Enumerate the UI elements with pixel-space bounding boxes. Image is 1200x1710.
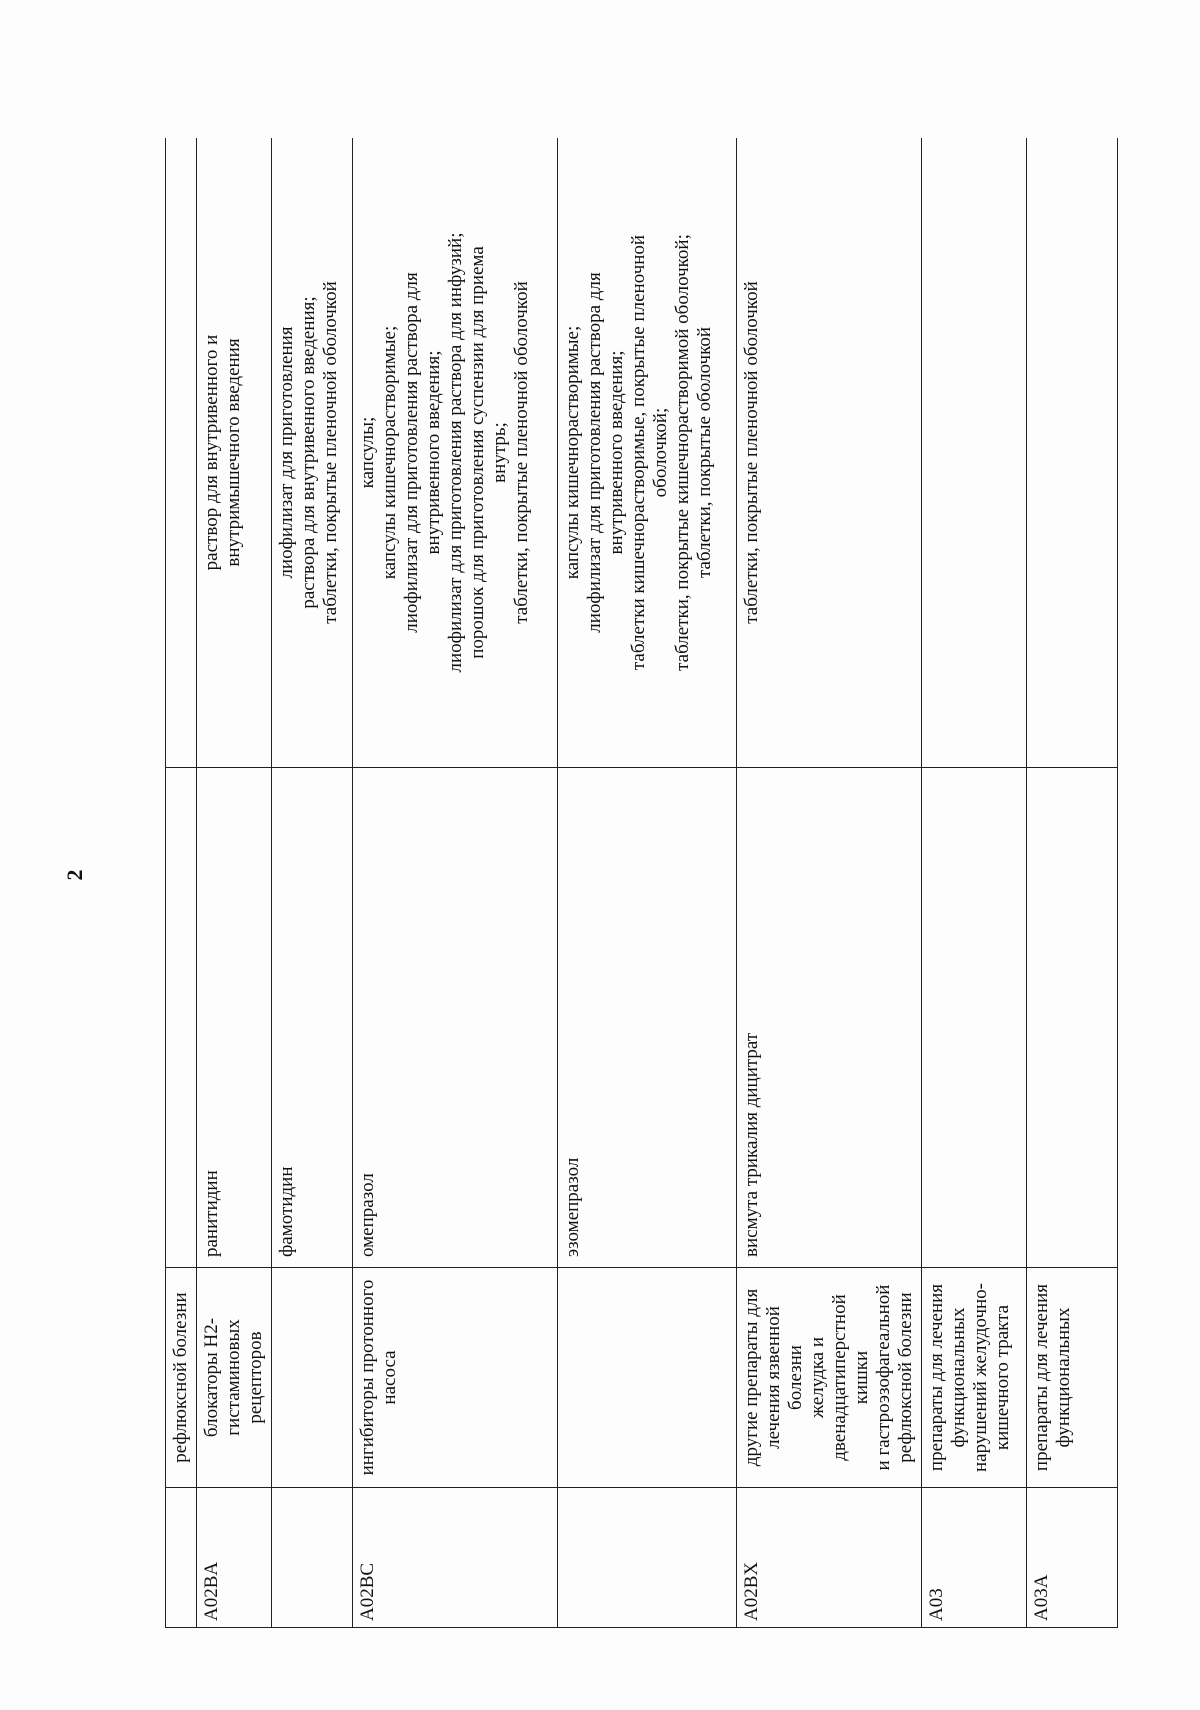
dosage-form-line: внутримышечного введения [223,338,244,567]
dosage-forms-cell [353,138,558,768]
dosage-form-line: раствор для внутривенного и [201,334,222,571]
dosage-form-line: капсулы; [357,416,378,489]
table-body [166,138,1118,1628]
group-text-line: функциональных [1053,1307,1074,1448]
dosage-form-line: внутрь; [489,422,510,483]
group-text-line: рефлюксной болезни [895,1292,916,1463]
group-text-line: ингибиторы протонного [357,1279,378,1476]
group-text-line: насоса [379,1350,400,1405]
group-text-line: рефлюксной болезни [170,1292,191,1463]
dosage-form-line: лиофилизат для приготовления раствора для [584,272,605,633]
drug-name-cell: фамотидин [272,768,353,1268]
group-text-line: нарушений желудочно- [970,1283,991,1472]
table-row [353,138,558,1628]
table-row [1027,138,1118,1628]
dosage-form-line: лиофилизат для приготовления раствора для [401,272,422,633]
rotated-table-container [165,138,1200,1628]
drug-name-cell: висмута трикалия дицитрат [737,768,922,1268]
dosage-form-line: раствора для внутривенного введения; [298,296,319,609]
dosage-form-line: лиофилизат для приготовления [276,326,297,579]
dosage-form-line: внутривенного введения; [606,350,627,555]
dosage-forms-cell [558,138,737,768]
drug-name-cell [922,768,1027,1268]
group-text-line: функциональных [948,1307,969,1448]
group-text-line: двенадцатиперстной кишки [829,1294,872,1461]
table-row [558,138,737,1628]
atc-code-cell: A02BA [197,1488,272,1628]
atc-code-cell: A03A [1027,1488,1118,1628]
dosage-form-line: внутривенного введения; [423,350,444,555]
dosage-form-line: таблетки, покрытые пленочной оболочкой [320,281,341,624]
drug-name-cell: эзомепразол [558,768,737,1268]
drug-name-cell: омепразол [353,768,558,1268]
pharmacological-group-cell [272,1268,353,1488]
group-text-line: лечения язвенной болезни [763,1306,806,1449]
drug-classification-table [165,138,1118,1628]
atc-code-cell [272,1488,353,1628]
dosage-form-line: капсулы кишечнорастворимые; [379,325,400,580]
atc-code-cell: A02BC [353,1488,558,1628]
table-row [197,138,272,1628]
atc-code-cell: A03 [922,1488,1027,1628]
group-text-line: блокаторы H2- [201,1317,222,1438]
pharmacological-group-cell [353,1268,558,1488]
group-text-line: кишечного тракта [992,1304,1013,1451]
table-row [922,138,1027,1628]
pharmacological-group-cell [922,1268,1027,1488]
atc-code-cell: A02BX [737,1488,922,1628]
dosage-forms-cell [197,138,272,768]
drug-name-cell [1027,768,1118,1268]
pharmacological-group-cell [166,1268,197,1488]
group-text-line: и гастроэзофагеальной [873,1284,894,1471]
dosage-forms-cell [272,138,353,768]
page-number: 2 [62,869,87,881]
pharmacological-group-cell [197,1268,272,1488]
dosage-form-line: оболочкой; [650,407,671,498]
drug-name-cell [166,768,197,1268]
group-text-line: другие препараты для [741,1288,762,1467]
table-viewport [165,138,1200,1628]
dosage-form-line: таблетки, покрытые пленочной оболочкой [511,281,532,624]
pharmacological-group-cell [558,1268,737,1488]
table-row [166,138,197,1628]
table-row [737,138,922,1628]
dosage-form-line: таблетки, покрытые оболочкой [694,326,715,579]
pharmacological-group-cell [1027,1268,1118,1488]
pharmacological-group-cell [737,1268,922,1488]
dosage-form-line: таблетки, покрытые кишечнорастворимой оболочкой; [672,234,693,671]
dosage-form-line: таблетки, покрытые пленочной оболочкой [741,281,762,624]
dosage-form-line: капсулы кишечнорастворимые; [562,325,583,580]
atc-code-cell [166,1488,197,1628]
dosage-forms-cell [1027,138,1118,768]
dosage-forms-cell [166,138,197,768]
dosage-forms-cell [737,138,922,768]
dosage-form-line: порошок для приготовления суспензии для приема [467,246,488,659]
group-text-line: желудка и [807,1336,828,1419]
drug-name-cell: ранитидин [197,768,272,1268]
dosage-forms-cell [922,138,1027,768]
group-text-line: гистаминовых рецепторов [223,1319,266,1436]
table-row [272,138,353,1628]
atc-code-cell [558,1488,737,1628]
dosage-form-line: лиофилизат для приготовления раствора для инфузий; [445,232,466,673]
dosage-form-line: таблетки кишечнорастворимые, покрытые пленочной [628,234,649,671]
group-text-line: препараты для лечения [1031,1283,1052,1472]
group-text-line: препараты для лечения [926,1283,947,1472]
